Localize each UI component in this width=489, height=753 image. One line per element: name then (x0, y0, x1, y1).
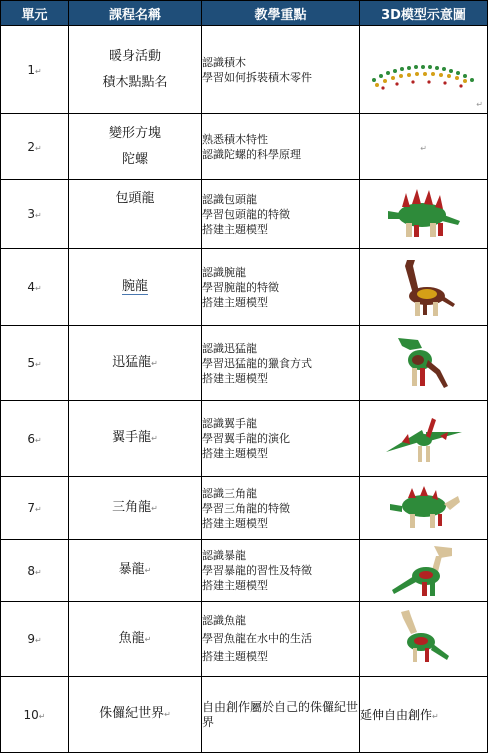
course-name: 翼手龍 (112, 430, 152, 445)
unit-number: 1 (27, 62, 35, 77)
focus-line: 認識三角龍 (202, 486, 257, 500)
focus-cell (202, 114, 360, 180)
course-cell (69, 26, 202, 114)
table-row (1, 26, 488, 114)
focus-line: 認識包頭龍 (202, 192, 257, 206)
table-row (1, 114, 488, 180)
focus-line: 學習迅猛龍的獵食方式 (202, 356, 312, 370)
table-row (1, 602, 488, 677)
focus-cell (202, 477, 360, 540)
header-unit: 單元 (1, 1, 69, 26)
pterosaur-icon (382, 406, 466, 472)
course-cell (69, 180, 202, 249)
model-text: 延伸自由創作 (360, 708, 433, 722)
course-cell: 暴龍↵ (69, 540, 202, 602)
model-cell: ↵ (360, 114, 488, 180)
focus-cell (202, 677, 360, 753)
header-model: 3D模型示意圖 (360, 1, 488, 26)
focus-line: 學習暴龍的習性及特徵 (202, 564, 312, 577)
focus-line: 學習如何拆裝積木零件 (202, 70, 312, 84)
focus-cell (202, 540, 360, 602)
focus-line: 搭建主題模型 (202, 579, 268, 592)
header-row (1, 1, 488, 26)
focus-line: 搭建主題模型 (202, 447, 268, 460)
course-name: 暖身活動 (108, 48, 161, 64)
course-cell (69, 114, 202, 180)
model-cell (360, 249, 488, 326)
focus-cell (202, 249, 360, 326)
focus-cell (202, 326, 360, 401)
focus-line: 認識迅猛龍 (202, 341, 257, 355)
course-cell: 迅猛龍↵ (69, 326, 202, 401)
unit-cell: 5↵ (1, 326, 69, 401)
focus-line: 認識魚龍 (202, 614, 246, 627)
unit-cell: 7↵ (1, 477, 69, 540)
focus-line: 搭建主題模型 (202, 371, 268, 385)
unit-number: 2 (27, 139, 35, 154)
course-cell: 魚龍↵ (69, 602, 202, 677)
unit-cell: 9↵ (1, 602, 69, 677)
model-cell (360, 477, 488, 540)
focus-cell (202, 180, 360, 249)
table-row (1, 401, 488, 477)
unit-cell: 6↵ (1, 401, 69, 477)
course-cell (69, 249, 202, 326)
focus-line: 認識積木 (202, 55, 246, 69)
header-focus: 教學重點 (202, 1, 360, 26)
header-course: 課程名稱 (69, 1, 202, 26)
focus-line: 認識腕龍 (202, 265, 246, 279)
focus-line: 搭建主題模型 (202, 295, 268, 309)
table-row (1, 180, 488, 249)
focus-line: 搭建主題模型 (202, 222, 268, 236)
focus-line: 學習包頭龍的特徵 (202, 207, 290, 221)
model-cell (360, 540, 488, 602)
model-cell (360, 401, 488, 477)
unit-number: 6 (27, 431, 35, 446)
unit-number: 10 (23, 707, 39, 722)
focus-line: 認識陀螺的科學原理 (202, 147, 301, 161)
focus-cell (202, 602, 360, 677)
focus-line: 學習腕龍的特徵 (202, 280, 279, 294)
focus-line: 認識翼手龍 (202, 417, 257, 430)
course-name: 腕龍 (121, 279, 148, 294)
course-name: 暴龍 (118, 562, 145, 577)
model-cell: ↵ (360, 26, 488, 114)
ankylosaur-icon (384, 185, 464, 243)
unit-cell: 10↵ (1, 677, 69, 753)
unit-number: 9 (27, 632, 35, 646)
course-cell: 三角龍↵ (69, 477, 202, 540)
course-name: 三角龍 (112, 499, 152, 515)
triceratops-icon (386, 482, 462, 534)
unit-number: 8 (27, 563, 35, 578)
focus-cell (202, 26, 360, 114)
focus-line: 搭建主題模型 (202, 650, 268, 663)
model-cell: 延伸自由創作↵ (360, 677, 488, 753)
unit-cell: 8↵ (1, 540, 69, 602)
course-name: 陀螺 (121, 151, 148, 167)
unit-cell: 4↵ (1, 249, 69, 326)
table-row (1, 677, 488, 753)
unit-number: 4 (27, 280, 35, 294)
course-name: 侏儸紀世界 (99, 706, 165, 721)
course-name: 包頭龍 (115, 191, 155, 206)
course-name: 魚龍 (118, 630, 145, 646)
table-row (1, 326, 488, 401)
focus-line: 學習三角龍的特徵 (202, 501, 290, 515)
model-cell (360, 180, 488, 249)
course-name: 變形方塊 (108, 125, 161, 141)
focus-line: 自由創作屬於自己的侏儸紀世界 (202, 699, 359, 729)
focus-line: 學習魚龍在水中的生活 (202, 632, 312, 645)
unit-number: 3 (27, 207, 35, 221)
focus-line: 熟悉積木特性 (202, 132, 268, 146)
unit-number: 7 (27, 501, 35, 515)
focus-line: 認識暴龍 (202, 549, 246, 562)
course-name: 積木點點名 (102, 74, 168, 90)
focus-line: 搭建主題模型 (202, 516, 268, 530)
table-row (1, 477, 488, 540)
model-cell (360, 602, 488, 677)
course-cell: 侏儸紀世界↵ (69, 677, 202, 753)
table-row (1, 249, 488, 326)
dots-icon (369, 45, 479, 95)
unit-cell: 2↵ (1, 114, 69, 180)
trex-icon (386, 542, 462, 600)
unit-number: 5 (27, 356, 35, 370)
model-cell (360, 326, 488, 401)
ichthyosaur-icon (391, 606, 457, 672)
focus-cell (202, 401, 360, 477)
course-cell: 翼手龍↵ (69, 401, 202, 477)
unit-cell: 3↵ (1, 180, 69, 249)
raptor-icon (388, 330, 460, 396)
course-name: 迅猛龍 (112, 354, 152, 370)
brachiosaur-icon (389, 254, 459, 320)
focus-line: 學習翼手龍的演化 (202, 432, 290, 445)
unit-cell: 1↵ (1, 26, 69, 114)
table-row (1, 540, 488, 602)
